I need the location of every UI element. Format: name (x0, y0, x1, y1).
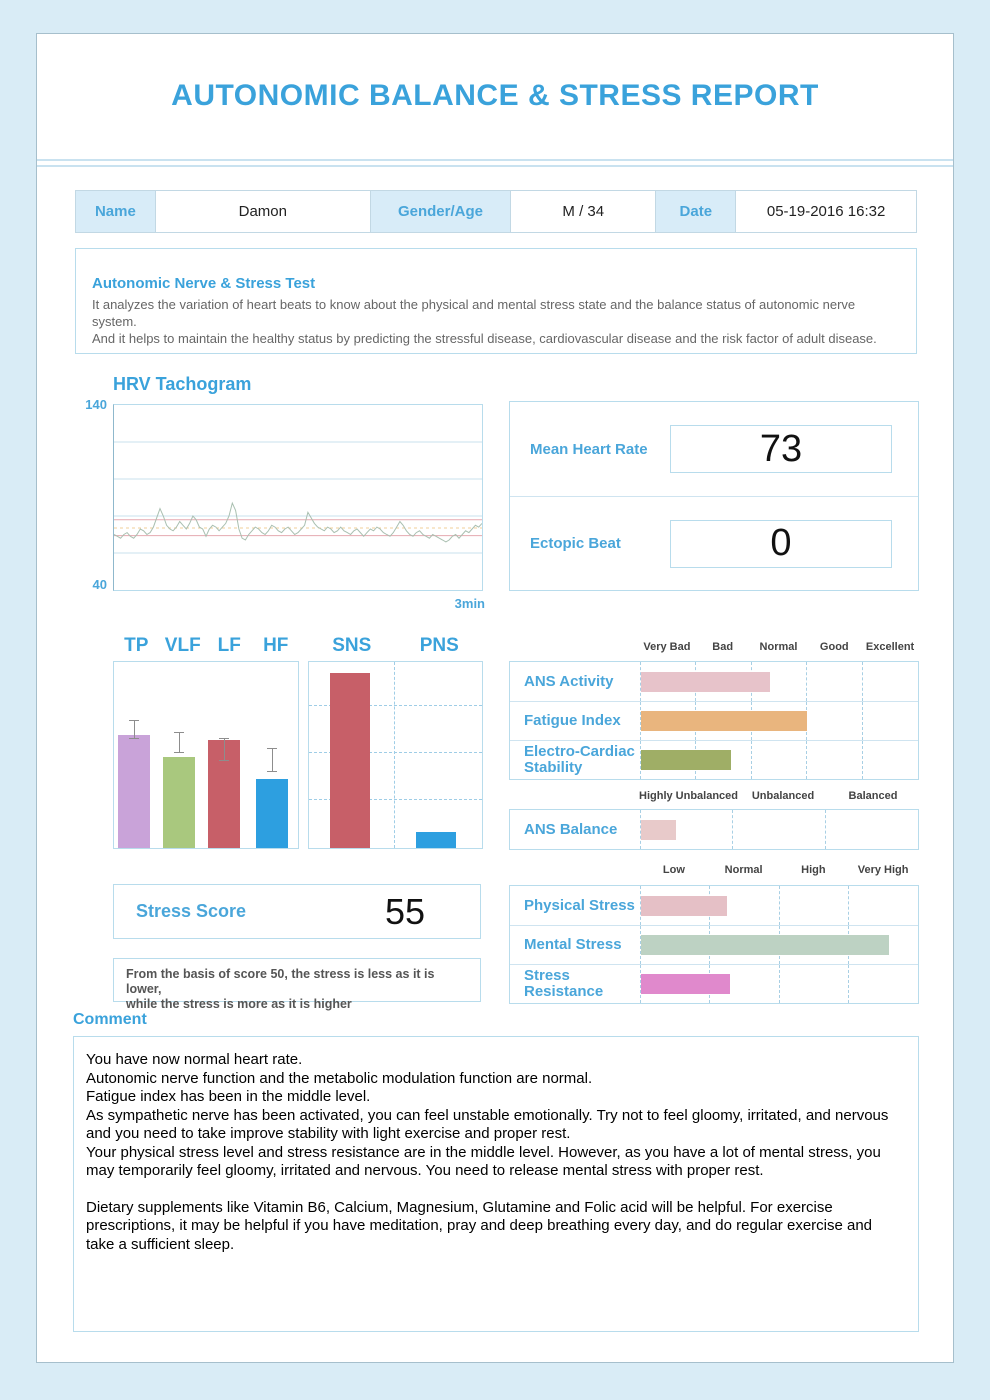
scale-unbalanced-label: Unbalanced (751, 790, 815, 802)
mean-heart-rate-row (510, 402, 918, 496)
rating-bar (641, 974, 730, 994)
rating-label: Stress Resistance (524, 967, 604, 1000)
scale-excellent-label: Excellent (865, 641, 915, 653)
scale-low-label: Low (662, 864, 685, 876)
scale-segment (779, 886, 848, 925)
report-page (36, 33, 954, 1363)
scale-segment (806, 702, 861, 740)
title-divider (37, 159, 953, 167)
band-tp-label: TP (124, 635, 149, 656)
stress-scale-labels (639, 864, 918, 876)
rating-row-physical-stress (510, 886, 918, 925)
scale-segment (806, 662, 861, 701)
comment-label: Comment (73, 1011, 147, 1028)
test-description-box (75, 248, 917, 354)
rating-row-mental-stress (510, 925, 918, 964)
gender-age-label: Gender/Age (371, 191, 511, 232)
sns-pns-labels (308, 635, 483, 657)
stress-rating-box (509, 885, 919, 1004)
scale-segment (825, 810, 917, 849)
gender-age-value: M / 34 (511, 191, 656, 232)
ectopic-beat-value: 0 (670, 520, 892, 568)
comment-paragraph: Your physical stress level and stress resistance are in the middle level. However, as you have a lot of mental stress, you may temporarily feel gloomy, irritated and nervous. You need to release mental stress with proper rest. (86, 1143, 881, 1179)
rating-bar (641, 672, 770, 692)
rating-track (640, 886, 917, 925)
bar-hf (256, 779, 289, 848)
date-label: Date (656, 191, 736, 232)
frequency-band-chart (113, 661, 299, 849)
band-lf-label: LF (217, 635, 241, 656)
bar-pns (416, 832, 456, 848)
scale-segment (862, 662, 917, 701)
stress-score-note-line1: From the basis of score 50, the stress is less as it is lower, (126, 967, 435, 996)
rating-label: Electro-Cardiac Stability (524, 743, 635, 776)
stress-score-note-line2: while the stress is more as it is higher (126, 997, 352, 1011)
scale-balanced-label: Balanced (848, 790, 898, 802)
stress-score-value: 55 (384, 890, 426, 932)
scale-segment (862, 702, 917, 740)
scale-very-bad-label: Very Bad (643, 641, 691, 653)
rating-bar (641, 750, 731, 770)
stress-score-box (113, 884, 481, 939)
gridline (394, 662, 395, 848)
rating-bar (641, 896, 727, 916)
tachogram-line-plot (114, 405, 482, 590)
patient-info-table (75, 190, 917, 233)
whisker-lf (219, 738, 229, 761)
test-description-line1: It analyzes the variation of heart beats to know about the physical and mental stress state and the balance status of autonomic nerve system. (92, 297, 856, 329)
rating-label: Fatigue Index (524, 712, 621, 729)
rating-track (640, 965, 917, 1003)
rating-bar (641, 935, 889, 955)
rating-row-stress-resistance (510, 964, 918, 1003)
comment-paragraph (86, 1181, 904, 1199)
test-description-line2: And it helps to maintain the healthy status by predicting the stressful disease, cardiovascular disease and the risk factor of adult disease. (92, 331, 877, 346)
scale-high-label: High (801, 864, 826, 876)
name-label: Name (76, 191, 156, 232)
tachogram-xaxis-label: 3min (454, 596, 485, 611)
rating-row-ans-activity (510, 662, 918, 701)
comment-paragraph: Fatigue index has been in the middle level. (86, 1088, 371, 1105)
ans-balance-scale-labels (639, 790, 918, 802)
frequency-band-labels (113, 635, 299, 657)
rating-track (640, 810, 917, 849)
comment-paragraph: Autonomic nerve function and the metabolic modulation function are normal. (86, 1069, 593, 1087)
rating-row-ans-balance (510, 810, 918, 849)
scale-segment (848, 886, 917, 925)
whisker-tp (129, 720, 139, 739)
rating-track (640, 926, 917, 964)
scale-segment (751, 741, 806, 779)
rating-track (640, 662, 917, 701)
whisker-hf (267, 748, 277, 772)
rating-row-electro-cardiac-stability (510, 740, 918, 779)
tachogram-ymax-label: 140 (85, 397, 107, 412)
band-sns-label: SNS (332, 635, 372, 656)
comment-paragraph: As sympathetic nerve has been activated, you can feel unstable emotionally. Try not to feel gloomy, irritated, and nervous and you need to take improve stability with light exercise and proper rest. (86, 1106, 889, 1142)
scale-very-high-label: Very High (857, 864, 909, 876)
tachogram-title: HRV Tachogram (113, 374, 252, 394)
mean-heart-rate-label: Mean Heart Rate (530, 440, 648, 458)
scale-bad-label: Bad (712, 641, 734, 653)
mean-heart-rate-value: 73 (670, 425, 892, 473)
rating-label: Mental Stress (524, 936, 622, 953)
scale-segment (732, 810, 824, 849)
ectopic-beat-label: Ectopic Beat (530, 535, 621, 552)
comment-paragraph: Dietary supplements like Vitamin B6, Calcium, Magnesium, Glutamine and Folic acid will be helpful. For exercise prescriptions, it may be helpful if you have meditation, pray and deep breathing every day, and do regular exercise and take a sufficient sleep. (86, 1198, 873, 1253)
rating-label: Physical Stress (524, 896, 635, 914)
scale-highly-unbalanced-label: Highly Unbalanced (639, 790, 739, 802)
test-description-title: Autonomic Nerve & Stress Test (92, 275, 316, 292)
rating-track (640, 741, 917, 779)
comment-box (73, 1036, 919, 1332)
ectopic-beat-row (510, 496, 918, 590)
rating-track (640, 702, 917, 740)
date-value: 05-19-2016 16:32 (736, 191, 916, 232)
scale-good-label: Good (819, 641, 849, 653)
scale-normal-label: Normal (759, 641, 798, 653)
scale-segment (848, 965, 917, 1003)
sns-pns-chart (308, 661, 483, 849)
page-title: AUTONOMIC BALANCE & STRESS REPORT (171, 79, 819, 112)
rating-bar (641, 820, 676, 840)
scale-segment (806, 741, 861, 779)
rating-label: ANS Activity (524, 672, 614, 690)
rating-bar (641, 711, 807, 731)
tachogram-ymin-label: 40 (92, 577, 107, 592)
bar-sns (330, 673, 370, 848)
stress-score-label: Stress Score (136, 901, 247, 921)
comment-paragraph: You have now normal heart rate. (86, 1051, 303, 1068)
whisker-vlf (174, 732, 184, 753)
band-vlf-label: VLF (164, 635, 201, 656)
tachogram-chart (113, 404, 483, 591)
bar-tp (118, 735, 151, 848)
scale-segment (779, 965, 848, 1003)
stress-score-note (113, 958, 481, 1011)
band-hf-label: HF (263, 635, 289, 656)
ans-rating-scale-labels (639, 641, 918, 653)
name-value: Damon (156, 191, 371, 232)
ans-balance-box (509, 809, 919, 850)
band-pns-label: PNS (419, 635, 459, 656)
vitals-panel (509, 401, 919, 591)
scale-segment (862, 741, 917, 779)
rating-row-fatigue-index (510, 701, 918, 740)
scale-normal-label: Normal (724, 864, 763, 876)
ans-rating-box (509, 661, 919, 780)
bar-vlf (163, 757, 196, 848)
rating-label: ANS Balance (524, 820, 618, 838)
